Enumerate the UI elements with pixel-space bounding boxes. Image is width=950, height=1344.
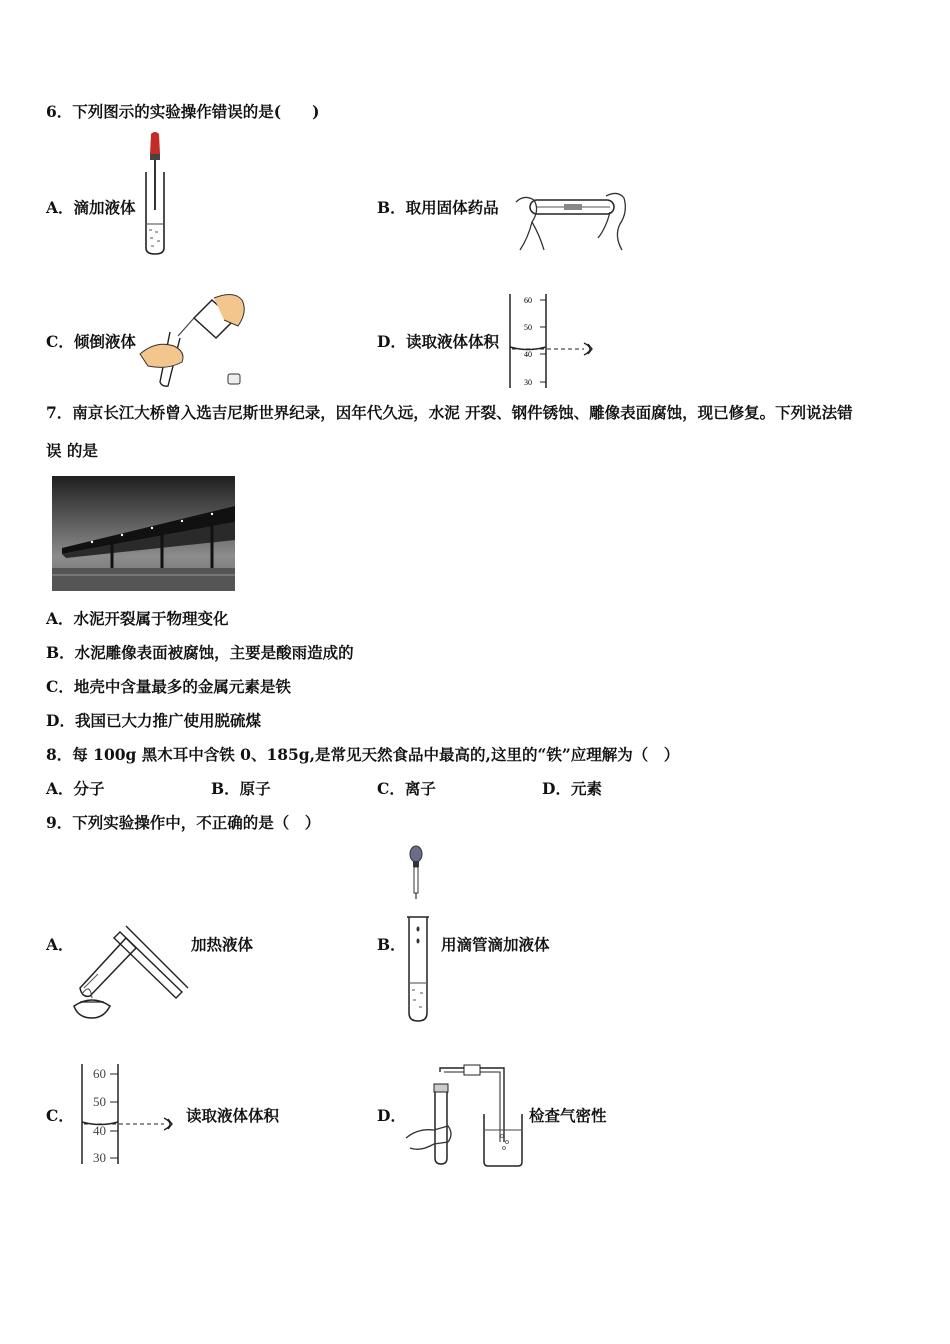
q9-heating-figure [70,922,192,1022]
q6-tick-50: 50 [524,323,532,332]
q7-stem-line1: 7．南京长江大桥曾入选吉尼斯世界纪录，因年代久远，水泥 开裂、钢件锈蚀、雕像表面腐蚀，现已修复。下列说法错 [46,403,853,422]
q7-option-a: A．水泥开裂属于物理变化 [46,609,229,628]
q9-dropper-figure [402,845,436,1023]
q9-airtightness-figure [404,1064,528,1168]
q9-option-b-caption: 用滴管滴加液体 [441,935,550,954]
q6-cylinder-figure [504,294,604,388]
q9-tick-30: 30 [93,1150,106,1165]
q8-stem: 8．每 100g 黑木耳中含铁 0、185g,是常见天然食品中最高的,这里的“铁”应理解为（ ） [46,745,680,764]
q7-option-b: B．水泥雕像表面被腐蚀，主要是酸雨造成的 [46,643,354,662]
q7-stem-line2: 误 的是 [46,441,98,460]
q6-option-b: B．取用固体药品 [377,198,499,217]
q6-tick-30: 30 [524,378,532,387]
q6-option-c: C．倾倒液体 [46,332,136,351]
q6-stem: 6．下列图示的实验操作错误的是( ) [46,102,320,121]
q8-option-d: D．元素 [542,779,602,798]
q9-tick-50: 50 [93,1094,106,1109]
q9-option-a-letter: A． [46,935,74,954]
q6-option-a: A．滴加液体 [46,198,136,217]
q9-option-d-letter: D． [377,1106,406,1125]
q9-tick-40: 40 [93,1123,106,1138]
q6-dropper-figure [138,132,172,256]
q9-tick-60: 60 [93,1066,106,1081]
q7-option-d: D．我国已大力推广使用脱硫煤 [46,711,261,730]
q6-pouring-figure [138,290,250,388]
q8-option-a: A．分子 [46,779,105,798]
q6-option-d: D．读取液体体积 [377,332,499,351]
q9-option-b-letter: B． [377,935,406,954]
bridge-photo [52,476,235,591]
q8-option-b: B．原子 [211,779,271,798]
q9-option-c-letter: C． [46,1106,74,1125]
q9-option-c-caption: 读取液体体积 [186,1106,280,1125]
q9-option-a-caption: 加热液体 [191,935,254,954]
q9-option-d-caption: 检查气密性 [529,1106,607,1125]
q9-stem: 9．下列实验操作中，不正确的是（ ） [46,813,321,832]
q6-solid-powder-figure [510,188,632,254]
q9-cylinder-figure [78,1064,186,1166]
q7-option-c: C．地壳中含量最多的金属元素是铁 [46,677,291,696]
q8-option-c: C．离子 [377,779,436,798]
q6-tick-40: 40 [524,350,532,359]
q6-tick-60: 60 [524,296,532,305]
